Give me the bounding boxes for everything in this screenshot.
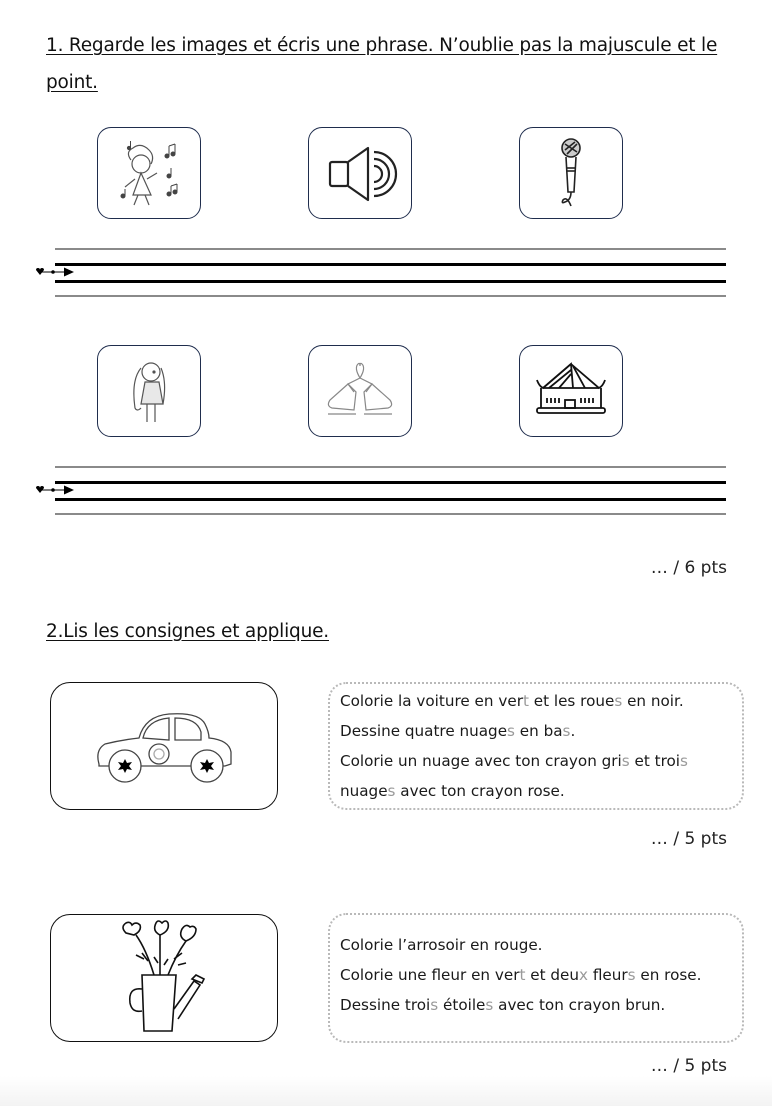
exercise-1-title: 1. Regarde les images et écris une phrase. N’oublie pas la majuscule et le point. xyxy=(46,35,718,93)
picture-girl-long-hair xyxy=(97,345,201,437)
exercise-2-title: 2.Lis les consignes et applique. xyxy=(46,621,329,642)
silent-letter: s xyxy=(627,966,636,984)
page-bottom-edge xyxy=(0,1076,772,1106)
watering-can-flowers-icon xyxy=(114,919,214,1037)
silent-letter: s xyxy=(562,722,571,740)
instruction-text: en ba xyxy=(514,722,563,740)
writing-line-lower xyxy=(55,280,726,283)
silent-letter: t xyxy=(522,692,529,710)
instruction-text: avec ton crayon brun. xyxy=(493,996,666,1014)
writing-line-upper xyxy=(55,263,726,266)
silent-letter: s xyxy=(507,722,515,740)
speaker-icon xyxy=(318,134,402,212)
task-2-instructions xyxy=(328,913,744,1043)
instruction-text: Dessine troi xyxy=(340,996,431,1014)
instruction-line xyxy=(340,716,732,746)
writing-lines-2[interactable] xyxy=(30,464,726,516)
instruction-text: et troi xyxy=(629,752,681,770)
instruction-text: fleur xyxy=(588,966,628,984)
girl-dancing-music-icon xyxy=(107,134,191,212)
instruction-text: en noir. xyxy=(622,692,684,710)
task-2-score: … / 5 pts xyxy=(650,1056,727,1076)
writing-line-bottom xyxy=(55,513,726,515)
silent-letter: s xyxy=(485,996,494,1014)
heart-arrow-icon xyxy=(34,266,76,278)
task-1-instructions xyxy=(328,682,744,810)
writing-lines-1[interactable] xyxy=(30,246,726,298)
watering-can-picture-card xyxy=(50,914,278,1042)
instruction-text: et deu xyxy=(525,966,579,984)
picture-girl-dancing xyxy=(97,127,201,219)
instruction-text: Dessine quatre nuage xyxy=(340,722,508,740)
car-icon xyxy=(89,706,239,786)
instruction-line xyxy=(340,686,732,716)
instruction-text: Colorie la voiture en ver xyxy=(340,692,523,710)
picture-building xyxy=(519,345,623,437)
instruction-text: en rose. xyxy=(635,966,702,984)
instruction-text: Colorie un nuage avec ton crayon gri xyxy=(340,752,622,770)
instruction-text: et les roue xyxy=(528,692,615,710)
exercise-1-score: … / 6 pts xyxy=(650,558,727,578)
silent-letter: s xyxy=(387,782,396,800)
instruction-text: . xyxy=(570,722,576,740)
instruction-text: avec ton crayon rose. xyxy=(395,782,565,800)
writing-line-lower xyxy=(55,498,726,501)
car-picture-card xyxy=(50,682,278,810)
silent-letter: s xyxy=(430,996,439,1014)
writing-line-bottom xyxy=(55,295,726,297)
ice-skates-icon xyxy=(318,352,402,430)
silent-letter: s xyxy=(614,692,623,710)
picture-speaker xyxy=(308,127,412,219)
instruction-line xyxy=(340,746,732,776)
writing-line-upper xyxy=(55,481,726,484)
writing-line-top xyxy=(55,466,726,468)
task-1-score: … / 5 pts xyxy=(650,829,727,849)
microphone-icon xyxy=(529,134,613,212)
instruction-line xyxy=(340,930,732,960)
picture-ice-skates xyxy=(308,345,412,437)
instruction-text: étoile xyxy=(438,996,486,1014)
instruction-line xyxy=(340,960,732,990)
heart-arrow-icon xyxy=(34,484,76,496)
instruction-text: nuage xyxy=(340,782,388,800)
instruction-text: Colorie une fleur en ver xyxy=(340,966,520,984)
building-icon xyxy=(529,352,613,430)
silent-letter: s xyxy=(680,752,688,770)
instruction-line xyxy=(340,776,732,806)
instruction-text: Colorie l’arrosoir en rouge. xyxy=(340,936,543,954)
silent-letter: x xyxy=(579,966,588,984)
silent-letter: s xyxy=(621,752,630,770)
picture-microphone xyxy=(519,127,623,219)
girl-long-hair-icon xyxy=(107,352,191,430)
silent-letter: t xyxy=(519,966,526,984)
writing-line-top xyxy=(55,248,726,250)
instruction-line xyxy=(340,990,732,1020)
